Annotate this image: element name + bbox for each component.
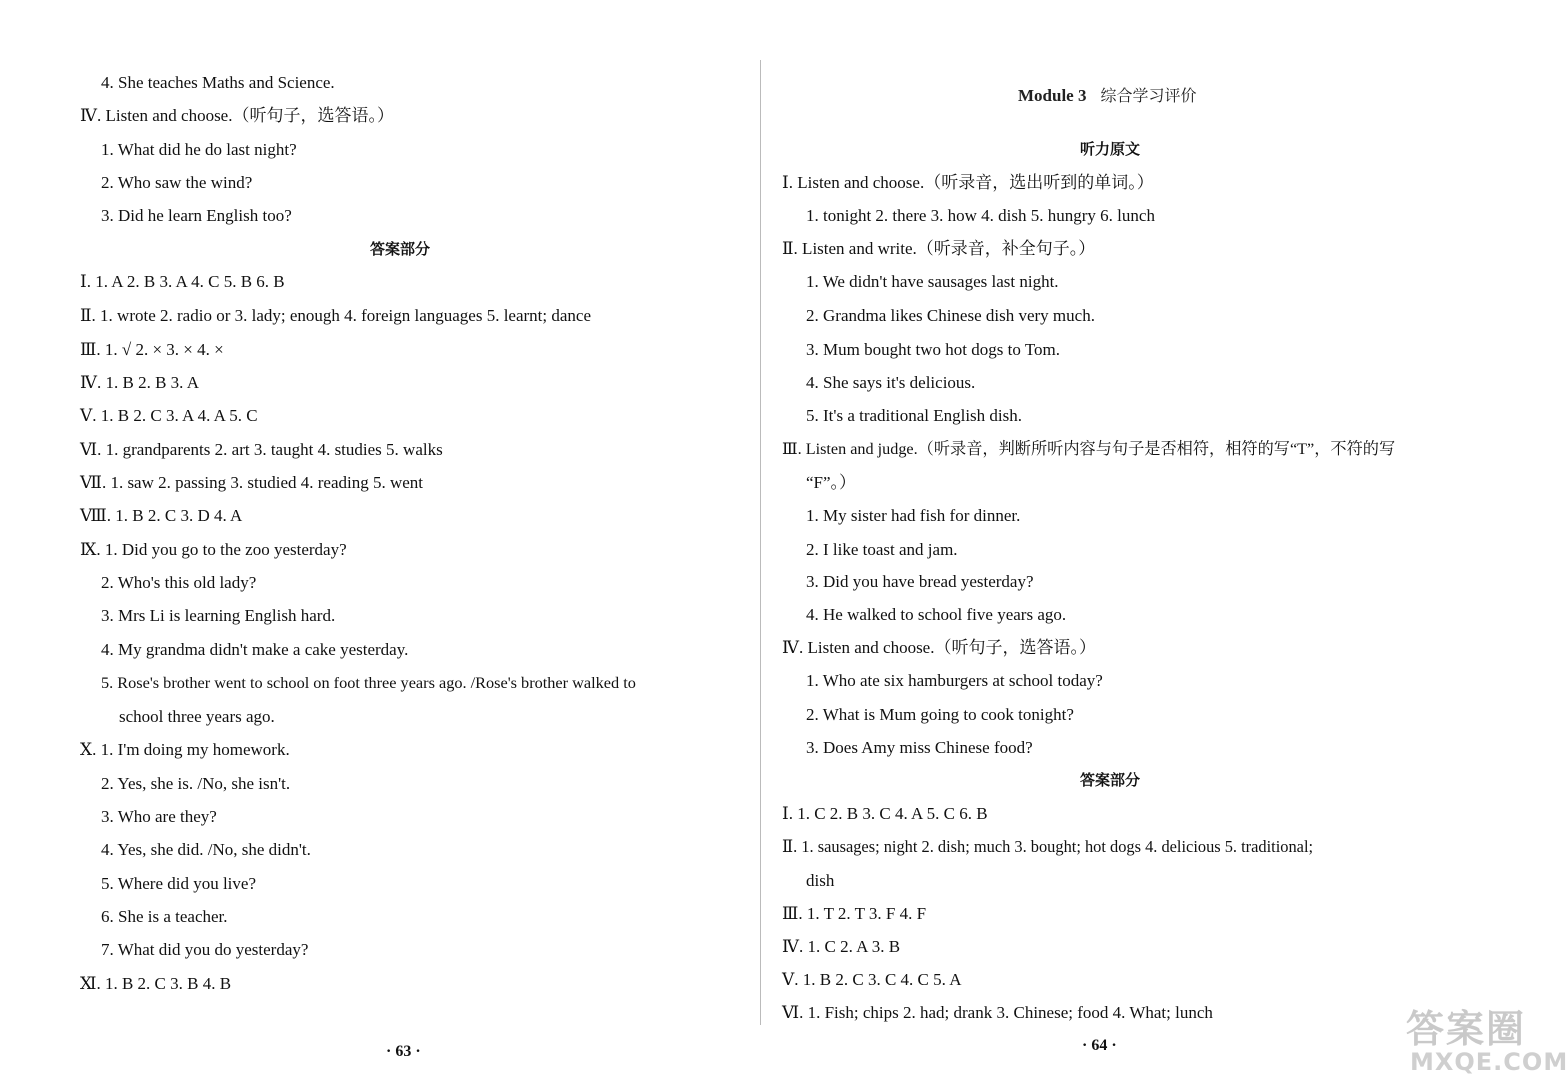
- answer-line: Ⅲ. 1. T 2. T 3. F 4. F: [782, 904, 927, 923]
- answer-line: 2. Yes, she is. /No, she isn't.: [101, 774, 291, 793]
- listening-heading: 听力原文: [1080, 140, 1141, 158]
- text-line: 3. Did he learn English too?: [101, 206, 292, 225]
- watermark-logo: [1402, 998, 1568, 1084]
- text-line: 1. Who ate six hamburgers at school today?: [806, 671, 1103, 690]
- answer-line: Ⅰ. 1. A 2. B 3. A 4. C 5. B 6. B: [80, 272, 285, 291]
- answer-line: Ⅰ. 1. C 2. B 3. C 4. A 5. C 6. B: [782, 804, 988, 823]
- watermark-text: 答案圈: [1406, 1007, 1527, 1051]
- answer-line: Ⅳ. 1. B 2. B 3. A: [80, 373, 199, 392]
- text-line: “F”。）: [806, 473, 857, 492]
- answer-line: Ⅹ. 1. I'm doing my homework.: [80, 740, 290, 759]
- answers-heading: 答案部分: [370, 240, 431, 258]
- text-line: 2. What is Mum going to cook tonight?: [806, 705, 1074, 724]
- answers-heading: 答案部分: [1080, 771, 1141, 789]
- answer-line: 4. Yes, she did. /No, she didn't.: [101, 840, 311, 859]
- answer-line: Ⅸ. 1. Did you go to the zoo yesterday?: [80, 540, 347, 559]
- text-line: 3. Does Amy miss Chinese food?: [806, 738, 1033, 757]
- answer-line: Ⅴ. 1. B 2. C 3. C 4. C 5. A: [782, 970, 962, 989]
- answer-line: Ⅴ. 1. B 2. C 3. A 4. A 5. C: [80, 406, 258, 425]
- text-line: 4. He walked to school five years ago.: [806, 605, 1067, 624]
- answer-line: 3. Who are they?: [101, 807, 217, 826]
- right-page: [764, 0, 1536, 1087]
- page-divider: [760, 60, 761, 1025]
- text-line: 1. My sister had fish for dinner.: [806, 506, 1021, 525]
- answer-line: Ⅵ. 1. grandparents 2. art 3. taught 4. studies 5. walks: [80, 440, 443, 459]
- section-heading: Ⅲ. Listen and judge.（听录音，判断所听内容与句子是否相符，相符的写“T”，不符的写: [782, 440, 1396, 458]
- answer-line: 7. What did you do yesterday?: [101, 940, 309, 959]
- answer-line: 6. She is a teacher.: [101, 907, 228, 926]
- answer-line: Ⅺ. 1. B 2. C 3. B 4. B: [80, 974, 232, 993]
- answer-line: 3. Mrs Li is learning English hard.: [101, 606, 336, 625]
- answer-line: Ⅵ. 1. Fish; chips 2. had; drank 3. Chinese; food 4. What; lunch: [782, 1003, 1213, 1022]
- answer-line: 5. Where did you live?: [101, 874, 257, 893]
- text-line: 5. It's a traditional English dish.: [806, 406, 1023, 425]
- section-heading: Ⅳ. Listen and choose.（听句子，选答语。）: [782, 638, 1096, 657]
- answer-line: Ⅳ. 1. C 2. A 3. B: [782, 937, 901, 956]
- module-subtitle: 综合学习评价: [1100, 86, 1197, 105]
- answer-line: 4. My grandma didn't make a cake yesterday.: [101, 640, 409, 659]
- text-line: 4. She teaches Maths and Science.: [101, 73, 335, 92]
- answer-line: Ⅷ. 1. B 2. C 3. D 4. A: [80, 506, 243, 525]
- left-page: [0, 0, 760, 1087]
- text-line: 1. tonight 2. there 3. how 4. dish 5. hungry 6. lunch: [806, 206, 1155, 225]
- text-line: 2. I like toast and jam.: [806, 540, 958, 559]
- answer-line: Ⅲ. 1. √ 2. × 3. × 4. ×: [80, 340, 224, 359]
- answer-line: Ⅱ. 1. sausages; night 2. dish; much 3. bought; hot dogs 4. delicious 5. traditional;: [782, 837, 1314, 856]
- section-heading: Ⅳ. Listen and choose.（听句子，选答语。）: [80, 106, 394, 125]
- answer-line: Ⅶ. 1. saw 2. passing 3. studied 4. reading 5. went: [80, 473, 424, 492]
- text-line: 3. Did you have bread yesterday?: [806, 572, 1034, 591]
- section-heading: Ⅰ. Listen and choose.（听录音，选出听到的单词。）: [782, 173, 1154, 192]
- text-line: 2. Grandma likes Chinese dish very much.: [806, 306, 1095, 325]
- answer-line: 2. Who's this old lady?: [101, 573, 257, 592]
- answer-line: Ⅱ. 1. wrote 2. radio or 3. lady; enough 4. foreign languages 5. learnt; dance: [80, 306, 592, 325]
- answer-line: 5. Rose's brother went to school on foot three years ago. /Rose's brother walked to: [101, 673, 636, 692]
- page-number: · 64 ·: [1082, 1037, 1117, 1054]
- text-line: 4. She says it's delicious.: [806, 373, 976, 392]
- module-title: [1018, 86, 1197, 106]
- watermark-url: MXQE.COM: [1410, 1048, 1568, 1076]
- text-line: 3. Mum bought two hot dogs to Tom.: [806, 340, 1060, 359]
- text-line: 2. Who saw the wind?: [101, 173, 253, 192]
- text-line: 1. What did he do last night?: [101, 140, 297, 159]
- module-number: Module 3: [1018, 86, 1087, 105]
- section-heading: Ⅱ. Listen and write.（听录音，补全句子。）: [782, 239, 1096, 258]
- page-number: · 63 ·: [386, 1043, 421, 1060]
- text-line: 1. We didn't have sausages last night.: [806, 272, 1059, 291]
- answer-line: school three years ago.: [119, 707, 275, 726]
- answer-line: dish: [806, 871, 835, 890]
